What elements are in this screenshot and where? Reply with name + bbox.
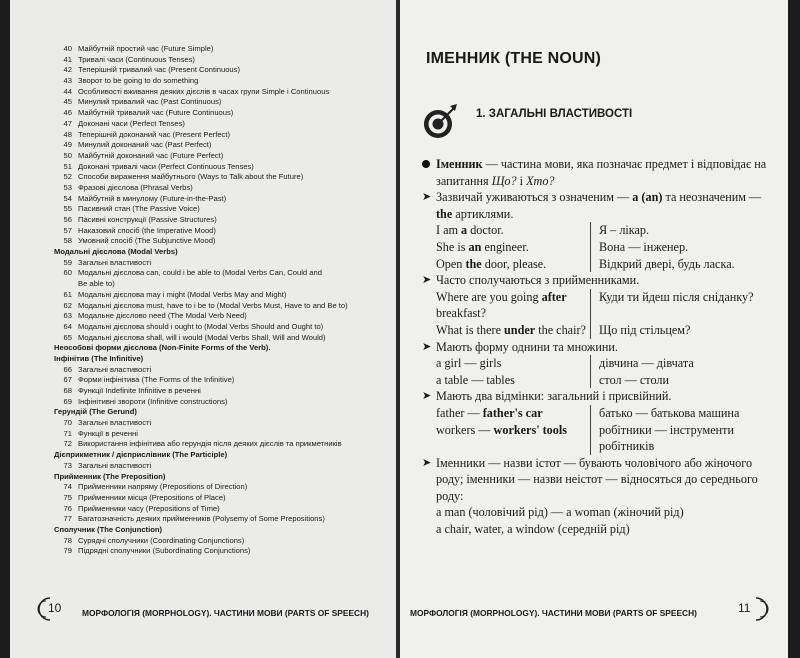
toc-text: Модальні дієслова can, could і be able to (Modal Verbs Can, Could and	[78, 268, 322, 278]
toc-entry	[54, 514, 384, 525]
example-bold: workers' tools	[493, 422, 567, 437]
toc-text: Форми інфінітива (The Forms of the Infinitive)	[78, 375, 235, 385]
rule-text: та неозначеним —	[662, 190, 762, 205]
example-bold: under	[504, 322, 536, 337]
toc-text: Прийменники напряму (Prepositions of Direction)	[78, 482, 248, 492]
example-bold: an	[468, 239, 482, 254]
toc-number: 58	[63, 236, 72, 246]
toc-entry	[54, 365, 384, 376]
arrow-pointer-icon: ➤	[422, 191, 432, 204]
definition-term: Іменник	[436, 157, 483, 171]
left-page	[10, 0, 396, 658]
rule-text: Зазвичай уживаються з означеним —	[436, 190, 633, 205]
toc-section-heading	[54, 472, 384, 483]
example-english	[436, 239, 590, 256]
example-ukrainian: Вона — інженер.	[590, 239, 772, 256]
example-english	[436, 372, 590, 389]
toc-section-heading	[54, 354, 384, 365]
toc-number: 74	[63, 482, 72, 492]
example-row	[436, 322, 772, 339]
definition-and: і	[516, 173, 527, 188]
toc-text: Прийменники місця (Prepositions of Place)	[78, 492, 226, 502]
toc-text: Пасивні конструкції (Passive Structures)	[78, 215, 217, 224]
toc-text: Тривалі часи (Continuous Tenses)	[78, 54, 195, 64]
toc-number: 65	[63, 332, 72, 342]
toc-text: Модальні дієслова (Modal Verbs)	[54, 247, 178, 257]
toc-text: Інфінітив (The Infinitive)	[54, 353, 144, 363]
toc-text: Неособові форми дієслова (Non-Finite Forms of the Verb).	[54, 343, 271, 353]
example-bold: the	[465, 256, 482, 271]
definition-text: — частина мови, яка позначає предмет і відповідає на запитання	[436, 157, 767, 188]
example-ukrainian: Куди ти йдеш після сніданку?	[590, 289, 772, 322]
toc-entry	[54, 290, 384, 301]
rule-item	[422, 455, 772, 505]
toc-number: 59	[63, 257, 72, 267]
toc-text: Модальні дієслова should і ought to (Modal Verbs Should and Ought to)	[78, 321, 324, 331]
toc-entry	[54, 333, 384, 344]
toc-entry	[54, 151, 384, 162]
section-title: 1. ЗАГАЛЬНІ ВЛАСТИВОСТІ	[476, 108, 633, 120]
toc-section-heading	[54, 450, 384, 461]
example-english	[436, 289, 590, 322]
toc-entry	[54, 504, 384, 515]
toc-number: 78	[63, 535, 72, 545]
page-corner-arc-icon	[752, 596, 776, 622]
example-ukrainian: дівчина — дівчата	[590, 355, 772, 372]
toc-number: 62	[63, 300, 72, 310]
arrow-pointer-icon: ➤	[422, 390, 432, 403]
rule-text: артиклями.	[452, 206, 514, 221]
toc-text: Доконані часи (Perfect Tenses)	[78, 118, 185, 128]
toc-number: 68	[63, 386, 72, 395]
toc-entry	[54, 215, 384, 226]
toc-text: Теперішній тривалий час (Present Continuous)	[78, 65, 240, 75]
toc-text: Фразові дієслова (Phrasal Verbs)	[78, 182, 193, 192]
example-row	[436, 289, 772, 322]
toc-text: Сполучник (The Conjunction)	[54, 524, 162, 534]
toc-text: Доконані тривалі часи (Perfect Continuous Tenses)	[78, 161, 254, 171]
example-bold: a	[461, 223, 468, 238]
toc-text: Загальні властивості	[78, 460, 152, 470]
example-ukrainian: Що під стільцем?	[590, 322, 772, 339]
toc-entry	[54, 311, 384, 322]
toc-text: Наказовий спосіб (the Imperative Mood)	[78, 225, 216, 235]
toc-text: Сурядні сполучники (Coordinating Conjunctions)	[78, 535, 245, 545]
right-page	[400, 0, 788, 658]
toc-entry	[54, 386, 384, 397]
toc-entry	[54, 172, 384, 183]
example-text: doctor.	[467, 223, 504, 238]
page-number: 10	[48, 601, 62, 615]
toc-entry	[54, 87, 384, 98]
noun-content	[422, 156, 772, 538]
example-bold: after	[541, 289, 567, 304]
examples-articles	[422, 222, 772, 272]
rule-item	[422, 388, 772, 405]
toc-entry	[54, 76, 384, 87]
examples-gender	[436, 504, 772, 537]
toc-text: Прийменник (The Preposition)	[54, 471, 166, 481]
toc-entry	[54, 546, 384, 557]
example-row	[436, 372, 772, 389]
toc-number: 48	[63, 129, 72, 139]
toc-entry	[54, 493, 384, 504]
toc-text: Загальні властивості	[78, 364, 152, 374]
toc-number: 79	[63, 546, 72, 556]
toc-section-heading	[54, 247, 384, 258]
toc-text: Функції Indefinite Infinitive в реченні	[78, 386, 201, 395]
toc-text: Функції в реченні	[78, 428, 138, 438]
toc-number: 67	[63, 375, 72, 385]
toc-text: Умовний спосіб (The Subjunctive Mood)	[78, 236, 216, 246]
arrow-pointer-icon: ➤	[422, 456, 432, 469]
toc-text: Загальні властивості	[78, 257, 152, 267]
toc-number: 76	[63, 503, 72, 513]
toc-number: 44	[63, 86, 72, 96]
toc-text: Пасивний стан (The Passive Voice)	[78, 204, 200, 214]
toc-text: Прийменники часу (Prepositions of Time)	[78, 503, 220, 513]
example-row	[436, 422, 772, 455]
example-text: engineer.	[481, 239, 529, 254]
rule-text: Мають форму однини та множини.	[436, 339, 618, 354]
rule-item	[422, 189, 772, 222]
definition-item	[422, 156, 772, 189]
toc-text: Теперішній доконаний час (Present Perfect)	[78, 129, 230, 139]
example-text: father —	[436, 405, 483, 420]
toc-text: Модальне дієслово need (The Modal Verb Need)	[78, 311, 247, 321]
example-bold: father's car	[482, 405, 543, 420]
toc-number: 45	[63, 97, 72, 107]
example-text: the chair?	[535, 322, 586, 337]
example-english	[436, 422, 590, 455]
toc-number: 75	[63, 492, 72, 502]
toc-text: Модальні дієслова shall, will і would (Modal Verbs Shall, Will and Would)	[78, 332, 326, 342]
page-footer: МОРФОЛОГІЯ (MORPHOLOGY). ЧАСТИНИ МОВИ (PARTS OF SPEECH)	[82, 608, 369, 618]
toc-entry	[54, 130, 384, 141]
examples-prepositions	[422, 289, 772, 339]
rule-bold: a (an)	[632, 190, 663, 205]
toc-text: Модальні дієслова may і might (Modal Verbs May and Might)	[78, 289, 287, 299]
toc-text: Модальні дієслова must, have to і be to (Modal Verbs Must, Have to and Be to)	[78, 300, 348, 310]
toc-number: 71	[63, 428, 72, 438]
toc-entry	[54, 322, 384, 333]
question-what: Що?	[491, 173, 517, 188]
toc-number: 77	[63, 514, 72, 524]
page-footer: МОРФОЛОГІЯ (MORPHOLOGY). ЧАСТИНИ МОВИ (PARTS OF SPEECH)	[410, 608, 697, 618]
toc-text: Багатозначність деяких прийменників (Polysemy of Some Prepositions)	[78, 514, 325, 524]
example-ukrainian: робітники — інструменти робітників	[590, 422, 772, 455]
toc-text: Минулий доконаний час (Past Perfect)	[78, 140, 212, 150]
toc-number: 63	[63, 311, 72, 321]
arrow-pointer-icon: ➤	[422, 340, 432, 353]
rule-text: Іменники — назви істот — бувають чоловічого або жіночого роду; іменники — назви неістот — відносяться до середнього роду:	[436, 455, 758, 503]
toc-entry	[54, 226, 384, 237]
bullet-dot-icon	[422, 156, 436, 173]
example-row	[436, 222, 772, 239]
toc-section-heading	[54, 525, 384, 536]
toc-entry	[54, 375, 384, 386]
toc-number: 64	[63, 321, 72, 331]
example-english	[436, 256, 590, 273]
example-text: breakfast?	[436, 306, 487, 321]
examples-number	[422, 355, 772, 388]
example-text: What is there	[436, 322, 505, 337]
example-ukrainian: стол — столи	[590, 372, 772, 389]
toc-entry	[54, 204, 384, 215]
toc-text: Інфінітивні звороти (Infinitive constructions)	[78, 396, 228, 406]
toc-text: Герундій (The Gerund)	[54, 407, 137, 417]
example-english	[436, 405, 590, 422]
toc-entry	[54, 301, 384, 312]
toc-number: 41	[63, 54, 72, 64]
toc-text: Дієприкметник / дієприслівник (The Participle)	[54, 450, 228, 460]
toc-entry	[54, 258, 384, 269]
toc-entry	[54, 397, 384, 408]
example-english	[436, 322, 590, 339]
rule-bold: the	[436, 206, 453, 221]
toc-number: 72	[63, 439, 72, 449]
toc-entry	[54, 279, 384, 290]
toc-number: 43	[63, 76, 72, 86]
toc-number: 53	[63, 182, 72, 192]
toc-entry	[54, 119, 384, 130]
toc-number: 70	[63, 418, 72, 428]
example-line: a man (чоловічий рід) — a woman (жіночий рід)	[436, 505, 684, 520]
toc-entry	[54, 482, 384, 493]
examples-case	[422, 405, 772, 455]
example-row	[436, 239, 772, 256]
toc-text: Зворот to be going to do something	[78, 76, 199, 86]
toc-entry	[54, 536, 384, 547]
toc-entry	[54, 194, 384, 205]
rule-text: Часто сполучаються з прийменниками.	[436, 273, 640, 288]
example-text: She is	[436, 239, 469, 254]
toc-entry	[54, 439, 384, 450]
toc-number: 51	[63, 161, 72, 171]
toc-number: 66	[63, 364, 72, 374]
example-row	[436, 355, 772, 372]
toc-text: Загальні властивості	[78, 418, 152, 428]
question-who: Хто?	[526, 173, 555, 188]
target-arrow-icon	[422, 102, 460, 140]
toc-entry	[54, 65, 384, 76]
example-text: workers —	[436, 422, 494, 437]
example-text: I am	[436, 223, 462, 238]
toc-entry	[54, 418, 384, 429]
page-number: 11	[738, 601, 751, 615]
rule-item	[422, 339, 772, 356]
toc-text: Підрядні сполучники (Subordinating Conjunctions)	[78, 546, 251, 556]
example-text: Where are you going	[436, 289, 542, 304]
toc-number: 56	[63, 215, 72, 224]
toc-number: 57	[63, 225, 72, 235]
toc-text: Особливості вживання деяких дієслів в часах групи Simple і Continuous	[78, 86, 330, 96]
rule-item	[422, 272, 772, 289]
toc-text: Використання інфінітива або герундія після деяких дієслів та прикметників	[78, 439, 342, 449]
toc-section-heading	[54, 407, 384, 418]
toc-number: 55	[63, 204, 72, 214]
toc-number: 54	[63, 193, 72, 203]
toc-text: Минулий тривалий час (Past Continuous)	[78, 97, 222, 107]
toc-entry	[54, 162, 384, 173]
example-english	[436, 222, 590, 239]
toc-entry	[54, 44, 384, 55]
table-of-contents	[54, 44, 384, 557]
arrow-pointer-icon: ➤	[422, 274, 432, 287]
toc-number: 47	[63, 118, 72, 128]
toc-text: Способи вираження майбутнього (Ways to Talk about the Future)	[78, 172, 304, 182]
toc-entry	[54, 236, 384, 247]
toc-entry	[54, 183, 384, 194]
toc-entry	[54, 55, 384, 66]
toc-number: 73	[63, 460, 72, 470]
toc-number: 40	[63, 44, 72, 53]
toc-text: Be able to)	[78, 279, 115, 289]
toc-text: Майбутній простий час (Future Simple)	[78, 44, 214, 53]
toc-number: 52	[63, 172, 72, 182]
rule-text: Мають два відмінки: загальний і присвійний.	[436, 389, 672, 404]
toc-text: Майбутній в минулому (Future-in-the-Past)	[78, 193, 227, 203]
toc-entry	[54, 97, 384, 108]
example-text: Open	[436, 256, 466, 271]
toc-number: 61	[63, 289, 72, 299]
toc-number: 49	[63, 140, 72, 150]
toc-entry	[54, 108, 384, 119]
toc-number: 50	[63, 150, 72, 160]
toc-number: 42	[63, 65, 72, 75]
toc-entry	[54, 429, 384, 440]
toc-entry	[54, 140, 384, 151]
example-english	[436, 355, 590, 372]
toc-entry	[54, 461, 384, 472]
toc-entry	[54, 268, 384, 279]
example-line: a chair, water, a window (середній рід)	[436, 522, 630, 537]
example-row	[436, 405, 772, 422]
toc-text: Майбутній тривалий час (Future Continuous)	[78, 108, 234, 118]
toc-section-heading	[54, 343, 384, 354]
toc-number: 69	[63, 396, 72, 406]
example-ukrainian: Відкрий двері, будь ласка.	[590, 256, 772, 273]
page-title: ІМЕННИК (THE NOUN)	[426, 50, 602, 67]
toc-number: 60	[63, 268, 72, 278]
example-ukrainian: батько — батькова машина	[590, 405, 772, 422]
example-text: a table — tables	[436, 372, 515, 387]
toc-text: Майбутній доконаний час (Future Perfect)	[78, 150, 224, 160]
example-text: a girl — girls	[436, 356, 502, 371]
toc-number: 46	[63, 108, 72, 118]
example-ukrainian: Я – лікар.	[590, 222, 772, 239]
example-row	[436, 256, 772, 273]
example-text: door, please.	[481, 256, 547, 271]
